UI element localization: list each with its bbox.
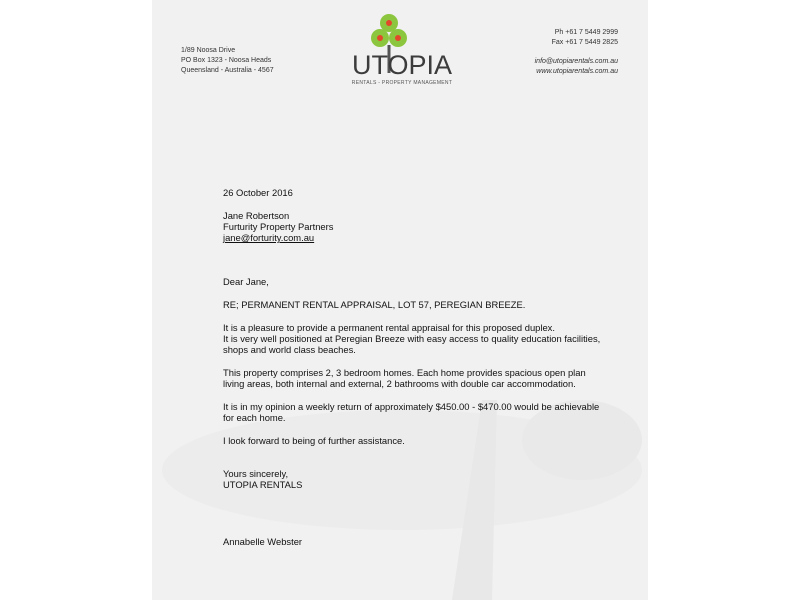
paragraph-1-line-3: shops and world class beaches. — [223, 344, 356, 356]
logo-tagline: RENTALS - PROPERTY MANAGEMENT — [351, 80, 453, 86]
paragraph-3-line-1: It is in my opinion a weekly return of approximately $450.00 - $470.00 would be achievable — [223, 400, 600, 412]
recipient-email-link[interactable]: jane@forturity.com.au — [223, 232, 315, 244]
paragraph-4: I look forward to being of further assistance. — [223, 434, 405, 446]
letter-body — [223, 187, 623, 547]
sender-company: UTOPIA RENTALS — [223, 479, 303, 491]
company-contact — [535, 28, 618, 77]
paragraph-1-line-1: It is a pleasure to provide a permanent rental appraisal for this proposed duplex. — [223, 321, 555, 333]
logo-wordmark: UTOPIA — [351, 50, 453, 80]
paragraph-1-line-2: It is very well positioned at Peregian Breeze with easy access to quality education facilities, — [223, 332, 601, 344]
recipient-company: Furturity Property Partners — [223, 220, 334, 232]
company-email[interactable]: info@utopiarentals.com.au — [534, 58, 618, 65]
fax-number: Fax +61 7 5449 2825 — [551, 39, 618, 46]
signatory-name: Annabelle Webster — [223, 535, 303, 547]
paragraph-2-line-1: This property comprises 2, 3 bedroom homes. Each home provides spacious open plan — [223, 366, 586, 378]
company-website[interactable]: www.utopiarentals.com.au — [536, 68, 618, 75]
closing: Yours sincerely, — [223, 467, 289, 479]
recipient-name: Jane Robertson — [223, 209, 290, 221]
salutation: Dear Jane, — [223, 276, 269, 288]
address-line-2: PO Box 1323 - Noosa Heads — [181, 57, 272, 64]
address-line-3: Queensland - Australia - 4567 — [181, 67, 274, 74]
utopia-logo — [349, 12, 455, 88]
letter-page — [152, 0, 648, 600]
letter-date: 26 October 2016 — [223, 187, 293, 198]
company-address — [181, 46, 274, 76]
paragraph-2-line-2: living areas, both internal and external, 2 bathrooms with double car accommodation. — [223, 378, 576, 390]
paragraph-3-line-2: for each home. — [223, 412, 286, 424]
phone-number: Ph +61 7 5449 2999 — [554, 29, 618, 36]
address-line-1: 1/89 Noosa Drive — [181, 47, 236, 54]
subject-line: RE; PERMANENT RENTAL APPRAISAL, LOT 57, PEREGIAN BREEZE. — [223, 299, 526, 311]
